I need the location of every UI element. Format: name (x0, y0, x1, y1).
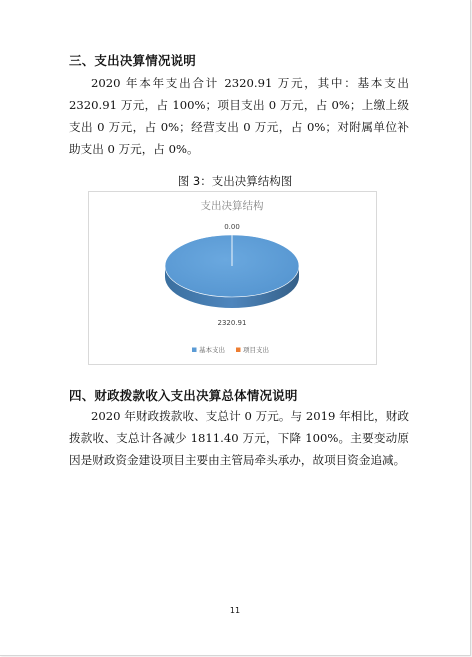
figure-caption: 图 3：支出决算结构图 (177, 174, 293, 188)
legend-label-1: 项目支出 (243, 346, 269, 354)
data-label-0: 2320.91 (217, 319, 247, 327)
legend-swatch-0 (192, 348, 197, 353)
pie-slices (165, 235, 299, 308)
chart-legend (192, 345, 269, 354)
section-3-text: 2020 年本年支出合计 2320.91 万元，其中：基本支出 2320.91 万元，占 100%；项目支出 0 万元，占 0%；上缴上级支出 0 万元，占 0%；经营支出 0 万元，占 0%；对附属单位补助支出 0 万元，占 0%。 (69, 76, 409, 156)
section-3-paragraph (69, 72, 409, 160)
section-4-heading: 四、财政拨款收入支出决算总体情况说明 (69, 388, 298, 403)
legend-label-0: 基本支出 (199, 346, 225, 354)
pie-chart (88, 191, 377, 365)
legend-swatch-1 (236, 348, 241, 353)
data-label-1: 0.00 (224, 223, 240, 231)
pie-chart-svg (89, 192, 376, 364)
section-4-paragraph (69, 405, 409, 471)
section-3-heading: 三、支出决算情况说明 (69, 53, 197, 68)
page-number: 11 (229, 606, 241, 615)
section-4-text: 2020 年财政拨款收、支总计 0 万元。与 2019 年相比，财政拨款收、支总计各减少 1811.40 万元，下降 100%。主要变动原因是财政资金建设项目主要由主管局牵头承办，故项目资金追减。 (69, 409, 409, 467)
chart-title: 支出决算结构 (200, 200, 264, 212)
